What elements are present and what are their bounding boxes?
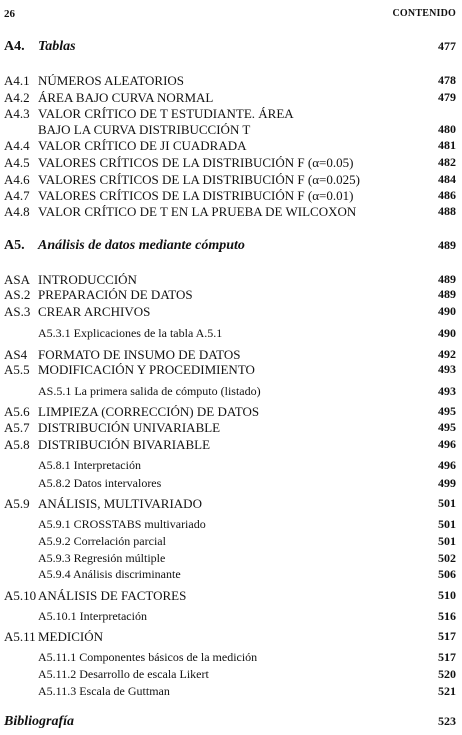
toc-entry-title: ANÁLISIS, MULTIVARIADO (38, 496, 202, 511)
toc-entry-page: 495 (438, 404, 456, 418)
toc-entry-title: Tablas (38, 39, 76, 54)
toc-entry-page: 489 (438, 238, 456, 252)
toc-entry-title: INTRODUCCIÓN (38, 272, 137, 287)
toc-entry (4, 90, 456, 106)
toc-entry-title: ANÁLISIS DE FACTORES (38, 588, 187, 603)
toc-entry-title: A5.9.3 Regresión múltiple (38, 551, 166, 565)
toc-entry (4, 172, 456, 188)
toc-entry (4, 629, 456, 645)
toc-entry-title: VALORES CRÍTICOS DE LA DISTRIBUCIÓN F (α=0.01) (38, 188, 354, 203)
toc-entry-page: 496 (438, 437, 456, 451)
toc-entry-number: A5.11 (4, 629, 36, 644)
toc-entry (4, 588, 456, 604)
toc-entry (4, 714, 456, 730)
toc-entry-number: A5.9 (4, 496, 30, 511)
toc-entry-title: MODIFICACIÓN Y PROCEDIMIENTO (38, 362, 255, 377)
toc-entry (4, 138, 456, 154)
toc-entry-title: A5.11.3 Escala de Guttman (38, 684, 170, 698)
toc-entry-title: CREAR ARCHIVOS (38, 304, 151, 319)
toc-entry (4, 362, 456, 378)
toc-entry (4, 304, 456, 320)
toc-entry-title: VALORES CRÍTICOS DE LA DISTRIBUCIÓN F (α=0.025) (38, 172, 360, 187)
toc-entry-page: 496 (438, 458, 456, 472)
toc-entry-title: A5.9.1 CROSSTABS multivariado (38, 517, 206, 531)
toc-entry (4, 155, 456, 171)
toc-entry-title: DISTRIBUCIÓN UNIVARIABLE (38, 420, 221, 435)
toc-entry (4, 39, 456, 55)
toc-entry (4, 238, 456, 254)
toc-entry (4, 347, 456, 363)
toc-entry (4, 496, 456, 512)
toc-entry-page: 517 (438, 650, 456, 664)
toc-entry-page: 489 (438, 287, 456, 301)
toc-entry (4, 534, 456, 550)
toc-entry (4, 326, 456, 342)
toc-entry-title: A5.11.2 Desarrollo de escala Likert (38, 667, 209, 681)
toc-entry-title: ÁREA BAJO CURVA NORMAL (38, 90, 214, 105)
toc-entry-title: PREPARACIÓN DE DATOS (38, 287, 193, 302)
toc-entry-page: 501 (438, 534, 456, 548)
toc-entry (4, 684, 456, 700)
toc-entry-title: LIMPIEZA (CORRECCIÓN) DE DATOS (38, 404, 260, 419)
toc-entry-number: A4.6 (4, 172, 30, 187)
toc-entry (4, 650, 456, 666)
toc-entry-number: A5.8 (4, 437, 30, 452)
toc-entry-number: A4.1 (4, 73, 30, 88)
toc-entry (4, 73, 456, 89)
toc-entry-title: A5.3.1 Explicaciones de la tabla A.5.1 (38, 326, 223, 340)
toc-entry-page: 523 (438, 714, 456, 728)
toc-entry (4, 106, 456, 122)
toc-entry-page: 516 (438, 609, 456, 623)
toc-entry (4, 517, 456, 533)
toc-entry-title: VALOR CRÍTICO DE JI CUADRADA (38, 138, 247, 153)
toc-entry-number: A4.2 (4, 90, 30, 105)
toc-entry-number: A4.4 (4, 138, 30, 153)
toc-entry (4, 437, 456, 453)
toc-entry-page: 489 (438, 272, 456, 286)
toc-entry-title: AS.5.1 La primera salida de cómputo (listado) (38, 384, 261, 398)
toc-entry-title: A5.8.2 Datos intervalores (38, 476, 162, 490)
toc-entry-page: 517 (438, 629, 456, 643)
toc-entry (4, 384, 456, 400)
toc-entry-page: 495 (438, 420, 456, 434)
toc-entry-page: 493 (438, 384, 456, 398)
toc-entry-page: 486 (438, 188, 456, 202)
toc-entry (4, 204, 456, 220)
toc-entry-number: A4.3 (4, 106, 30, 121)
toc-entry-title: DISTRIBUCIÓN BIVARIABLE (38, 437, 211, 452)
toc-entry (4, 404, 456, 420)
toc-entry-page: 501 (438, 496, 456, 510)
toc-entry-title: VALOR CRÍTICO DE T ESTUDIANTE. ÁREA (38, 106, 294, 121)
toc-entry-page: 488 (438, 204, 456, 218)
toc-entry-title: A5.10.1 Interpretación (38, 609, 147, 623)
toc-entry-number: A5.7 (4, 420, 30, 435)
toc-entry (4, 458, 456, 474)
toc-entry-number: ASA (4, 272, 31, 287)
toc-entry (4, 551, 456, 567)
toc-entry-number: AS.3 (4, 304, 31, 319)
toc-entry-title: FORMATO DE INSUMO DE DATOS (38, 347, 241, 362)
toc-entry-title: A5.11.1 Componentes básicos de la medición (38, 650, 258, 664)
toc-entry-title: A5.9.2 Correlación parcial (38, 534, 166, 548)
toc-entry-page: 502 (438, 551, 456, 565)
toc-entry (4, 609, 456, 625)
toc-entry-number: A5.5 (4, 362, 30, 377)
toc-entry (4, 420, 456, 436)
toc-entry-title: Análisis de datos mediante cómputo (38, 238, 245, 253)
toc-entry-page: 484 (438, 172, 456, 186)
toc-entry-title: VALORES CRÍTICOS DE LA DISTRIBUCIÓN F (α=0.05) (38, 155, 354, 170)
toc-entry-title: NÚMEROS ALEATORIOS (38, 73, 185, 88)
toc-entry (4, 476, 456, 492)
toc-entry-page: 478 (438, 73, 456, 87)
page-number: 26 (4, 8, 15, 20)
toc-entry-page: 499 (438, 476, 456, 490)
toc-entry (4, 272, 456, 288)
toc-entry-page: 479 (438, 90, 456, 104)
toc-entry (4, 122, 456, 138)
toc-entry-title: BAJO LA CURVA DISTRIBUCCIÓN T (38, 122, 251, 137)
toc-entry-page: 510 (438, 588, 456, 602)
toc-entry-page: 477 (438, 39, 456, 53)
toc-entry (4, 567, 456, 583)
toc-entry-number: A5.10 (4, 588, 37, 603)
toc-entry-page: 490 (438, 304, 456, 318)
toc-entry-page: 492 (438, 347, 456, 361)
toc-entry-number: AS4 (4, 347, 28, 362)
toc-entry-page: 480 (438, 122, 456, 136)
toc-entry-title: MEDICIÓN (38, 629, 103, 644)
toc-entry-page: 490 (438, 326, 456, 340)
toc-entry-page: 506 (438, 567, 456, 581)
toc-entry-number: A4.5 (4, 155, 30, 170)
toc-entry-number: AS.2 (4, 287, 31, 302)
toc-entry-page: 520 (438, 667, 456, 681)
toc-entry-number: A4.7 (4, 188, 30, 203)
toc-entry-number: A5.6 (4, 404, 30, 419)
toc-entry-number: A4.8 (4, 204, 30, 219)
toc-entry-page: 521 (438, 684, 456, 698)
toc-entry (4, 188, 456, 204)
toc-entry-page: 501 (438, 517, 456, 531)
toc-entry-number: A5. (4, 238, 25, 253)
toc-entry-title: A5.9.4 Análisis discriminante (38, 567, 181, 581)
toc-entry-page: 482 (438, 155, 456, 169)
toc-entry-title: VALOR CRÍTICO DE T EN LA PRUEBA DE WILCOXON (38, 204, 357, 219)
running-head: CONTENIDO (392, 8, 456, 19)
toc-entry (4, 667, 456, 683)
toc-entry-page: 493 (438, 362, 456, 376)
toc-entry-title: Bibliografía (4, 714, 75, 729)
toc-entry-page: 481 (438, 138, 456, 152)
toc-entry-title: A5.8.1 Interpretación (38, 458, 141, 472)
toc-entry (4, 287, 456, 303)
toc-entry-number: A4. (4, 39, 25, 54)
